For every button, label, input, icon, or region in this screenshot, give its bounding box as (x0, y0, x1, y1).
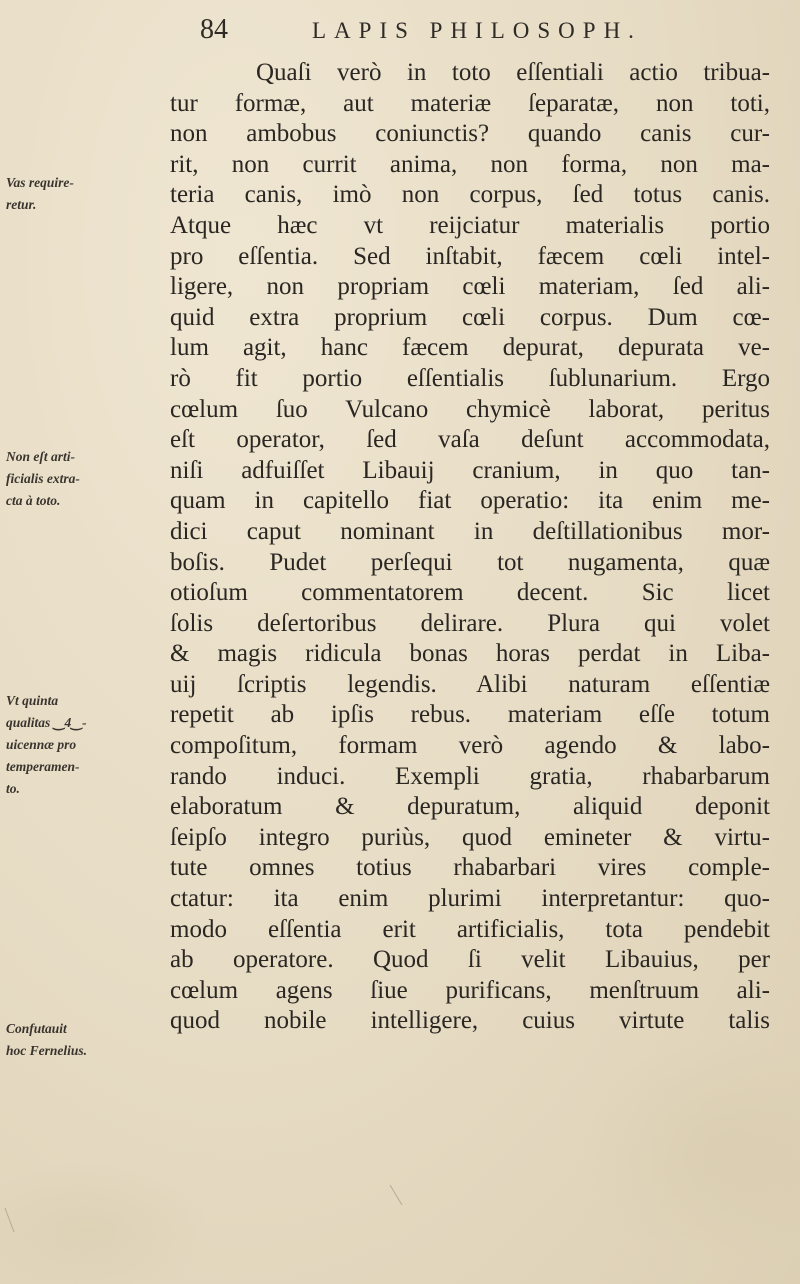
text-line: lum agit, hanc fæcem depurat, depurata ve- (170, 334, 770, 362)
text-line: uij ſcriptis legendis. Alibi naturam eſſentiæ (170, 670, 770, 698)
text-line: ctatur: ita enim plurimi interpretantur: quo- (170, 885, 770, 913)
marginal-note-line: Vas require- (6, 175, 74, 190)
marginal-note-line: to. (6, 781, 20, 796)
text-line: repetit ab ipſis rebus. materiam eſſe totum (170, 701, 770, 729)
text-line: ſolis deſertoribus delirare. Plura qui volet (170, 609, 770, 637)
text-line: tur formæ, aut materiæ ſeparatæ, non toti, (170, 89, 770, 117)
marginal-note-line: uicennæ pro (6, 737, 77, 752)
text-line: ligere, non propriam cœli materiam, ſed ali- (170, 273, 770, 301)
marginal-note-line: cta à toto. (6, 493, 61, 508)
marginal-note-line: Vt quinta (6, 693, 59, 708)
text-line: modo eſſentia erit artificialis, tota pendebit (170, 915, 770, 943)
text-line: non ambobus coniunctis? quando canis cur- (170, 120, 770, 148)
text-line: teria canis, imò non corpus, ſed totus canis. (170, 181, 770, 209)
text-line: elaboratum & depuratum, aliquid deponit (170, 793, 770, 821)
marginal-note-line: temperamen- (6, 759, 80, 774)
text-line: ſeipſo integro puriùs, quod emineter & virtu- (170, 823, 770, 851)
text-line: otioſum commentatorem decent. Sic licet (170, 579, 770, 607)
marginal-note (6, 446, 166, 512)
text-line: quid extra proprium cœli corpus. Dum cœ- (170, 303, 770, 331)
marginal-note-line: hoc Fernelius. (6, 1043, 88, 1058)
text-line: pro eſſentia. Sed inſtabit, fæcem cœli intel- (170, 242, 770, 270)
marginal-note-line: Non eſt arti- (6, 449, 75, 464)
text-line: Atque hæc vt reijciatur materialis portio (170, 211, 770, 239)
text-line: boſis. Pudet perſequi tot nugamenta, quæ (170, 548, 770, 576)
text-line: rit, non currit anima, non forma, non ma- (170, 150, 770, 178)
text-line: ab operatore. Quod ſi velit Libauius, per (170, 946, 770, 974)
running-title: LAPIS PHILOSOPH. (312, 18, 642, 43)
marginal-note-line: retur. (6, 197, 37, 212)
text-line: cœlum ſuo Vulcano chymicè laborat, peritus (170, 395, 770, 423)
marginal-note (6, 690, 166, 800)
marginal-note-line: ficialis extra- (6, 471, 80, 486)
text-line: cœlum agens ſiue purificans, menſtruum ali- (170, 976, 770, 1004)
text-line: rò fit portio eſſentialis ſublunarium. Ergo (170, 364, 770, 392)
text-line: quam in capitello fiat operatio: ita enim me- (170, 487, 770, 515)
page-header (200, 14, 760, 54)
marginal-note (6, 1018, 166, 1062)
marginal-note-line: Confutauit (6, 1021, 67, 1036)
text-line: tute omnes totius rhabarbari vires comple- (170, 854, 770, 882)
text-line: compoſitum, formam verò agendo & labo- (170, 732, 770, 760)
marginal-note (6, 172, 166, 216)
text-line: niſi adfuiſſet Libauij cranium, in quo tan- (170, 456, 770, 484)
text-line: Quaſi verò in toto eſſentiali actio tribua- (256, 59, 770, 86)
text-line: rando induci. Exempli gratia, rhabarbarum (170, 762, 770, 790)
body-text (170, 58, 770, 1037)
text-line: & magis ridicula bonas horas perdat in Liba- (170, 640, 770, 668)
marginal-note-line: qualitas ‿4‿- (6, 715, 87, 730)
text-line: quod nobile intelligere, cuius virtute talis (170, 1007, 770, 1035)
text-line: eſt operator, ſed vaſa deſunt accommodata, (170, 426, 770, 454)
page-number: 84 (200, 14, 228, 45)
text-line: dici caput nominant in deſtillationibus mor- (170, 517, 770, 545)
